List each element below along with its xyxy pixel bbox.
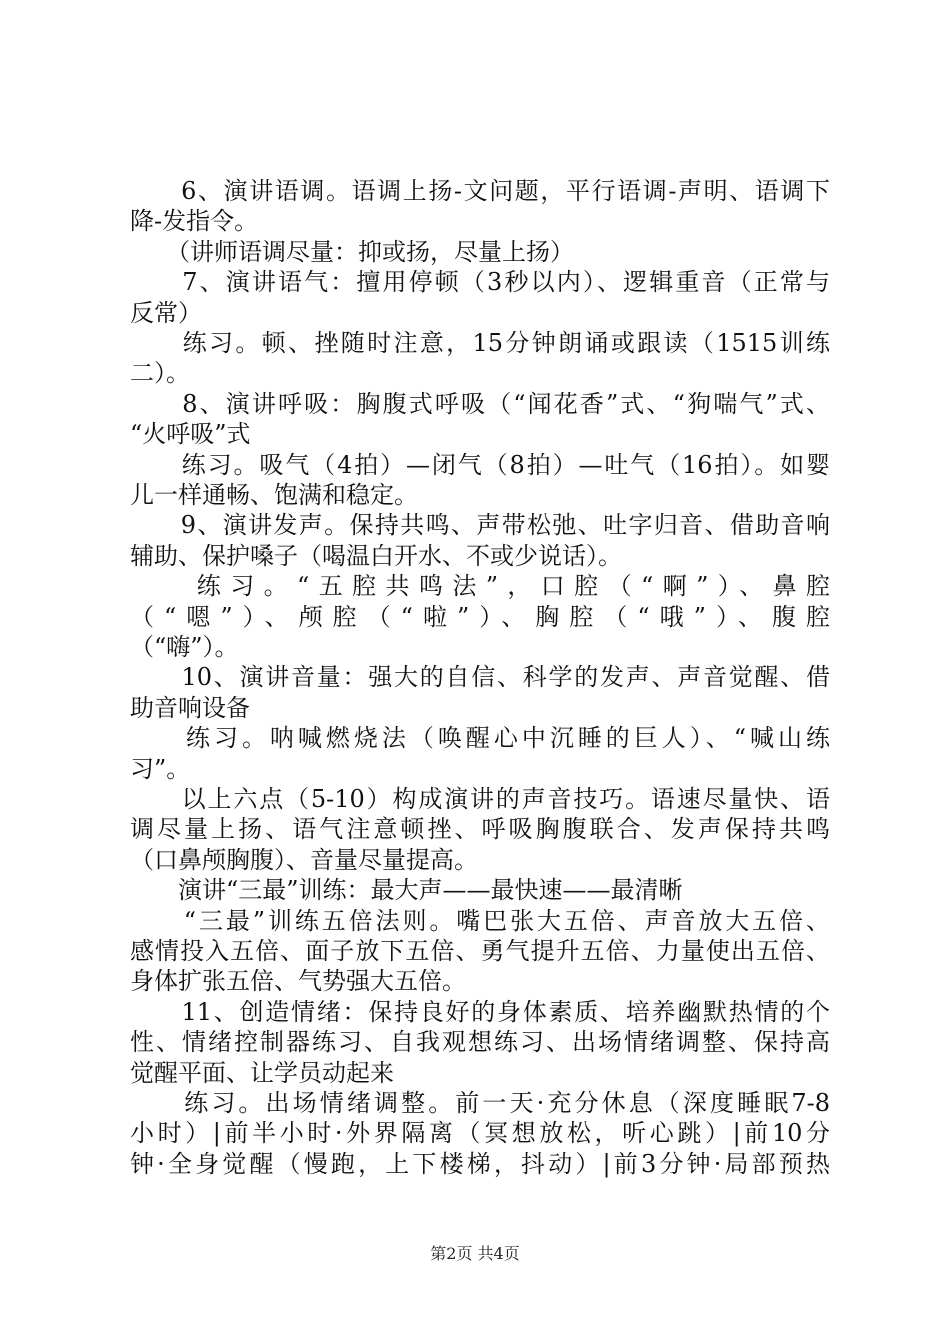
text-line: （“嗨”）。: [130, 633, 239, 661]
text-line: 6、演讲语调。语调上扬-文问题，平行语调-声明、语调下: [130, 177, 830, 205]
text-line: 以上六点（5-10）构成演讲的声音技巧。语速尽量快、语: [130, 785, 830, 813]
text-line: 降-发指令。: [130, 207, 259, 236]
text-line: （“嗯”）、颅腔（“啦”）、胸腔（“哦”）、腹腔: [130, 602, 830, 631]
text-line: 练习。呐喊燃烧法（唤醒心中沉睡的巨人）、“喊山练: [130, 724, 830, 753]
page-footer: 第2页 共4页: [430, 1244, 520, 1263]
text-line: 助音响设备: [130, 693, 250, 722]
text-line: 9、演讲发声。保持共鸣、声带松弛、吐字归音、借助音响: [130, 511, 830, 540]
text-line: 调尽量上扬、语气注意顿挫、呼吸胸腹联合、发声保持共鸣: [130, 815, 830, 844]
text-line: 11、创造情绪：保持良好的身体素质、培养幽默热情的个: [130, 997, 830, 1026]
text-line: 演讲“三最”训练：最大声——最快速——最清晰: [130, 876, 683, 905]
text-line: 练习。“五腔共鸣法”，口腔（“啊”）、鼻腔: [130, 572, 830, 601]
text-line: 小时）|前半小时·外界隔离（冥想放松，听心跳）|前10分: [130, 1119, 830, 1148]
text-line: 感情投入五倍、面子放下五倍、勇气提升五倍、力量使出五倍、: [130, 937, 830, 965]
text-line: “火呼吸”式: [130, 420, 251, 449]
text-line: 辅助、保护嗓子（喝温白开水、不或少说话）。: [130, 541, 622, 570]
text-line: 觉醒平面、让学员动起来: [130, 1058, 394, 1087]
text-line: 儿一样通畅、饱满和稳定。: [130, 481, 418, 509]
text-line: 反常）: [130, 298, 202, 327]
text-line: 二）。: [130, 359, 190, 388]
text-line: 练习。顿、挫随时注意，15分钟朗诵或跟读（1515训练: [130, 329, 830, 357]
text-line: 钟·全身觉醒（慢跑，上下楼梯，抖动）|前3分钟·局部预热: [130, 1149, 830, 1178]
text-line: 习”。: [130, 754, 191, 783]
text-line: 练习。出场情绪调整。前一天·充分休息（深度睡眠7-8: [130, 1089, 830, 1117]
text-line: 7、演讲语气：擅用停顿（3秒以内）、逻辑重音（正常与: [130, 268, 830, 297]
text-line: 8、演讲呼吸：胸腹式呼吸（“闻花香”式、“狗喘气”式、: [130, 389, 830, 418]
text-line: 身体扩张五倍、气势强大五倍。: [130, 967, 466, 996]
text-line: 性、情绪控制器练习、自我观想练习、出场情绪调整、保持高: [130, 1028, 830, 1057]
text-line: （讲师语调尽量：抑或扬，尽量上扬）: [130, 237, 574, 266]
text-line: 10、演讲音量：强大的自信、科学的发声、声音觉醒、借: [130, 663, 830, 692]
text-line: “三最”训练五倍法则。嘴巴张大五倍、声音放大五倍、: [130, 906, 830, 935]
text-line: （口鼻颅胸腹）、音量尽量提高。: [130, 845, 478, 874]
text-line: 练习。吸气（4拍）—闭气（8拍）—吐气（16拍）。如婴: [130, 450, 830, 479]
